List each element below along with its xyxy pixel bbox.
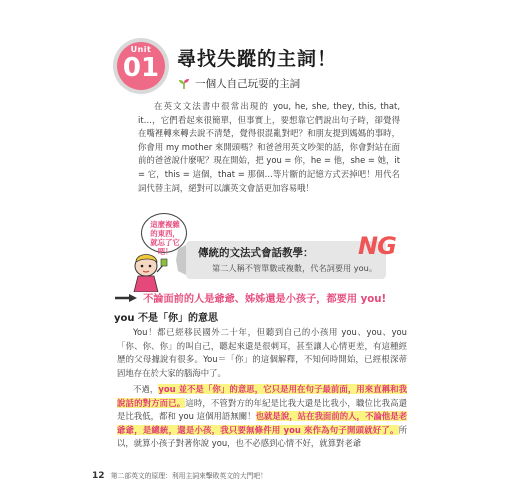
traditional-grammar-box — [186, 241, 386, 279]
arrow-right-icon — [114, 293, 138, 303]
page-footer — [92, 470, 267, 481]
unit-word: Unit — [130, 45, 152, 54]
arrow-heading-row — [114, 287, 386, 306]
page-title: 尋找失蹤的主詞！ — [177, 48, 338, 70]
section-title: you 不是「你」的意思 — [114, 313, 218, 324]
footer-text: 第二部英文的原理：利用主詞來擊敗英文的大門吧！ — [110, 472, 268, 480]
paragraph-3 — [117, 383, 407, 451]
page-number: 12 — [92, 471, 105, 481]
grammar-box-title: 傳統的文法式會話教學： — [198, 247, 314, 259]
unit-badge-inner — [117, 42, 165, 90]
unit-badge — [113, 38, 169, 94]
arrow-heading: 不論面前的人是爺爺、姊姊還是小孩子，都要用 you! — [143, 294, 387, 305]
grammar-box-text: 第二人稱不管單數或複數，代名詞要用 you。 — [212, 263, 378, 273]
box-tab-icon — [176, 245, 186, 275]
paragraph-3-text: 不過， — [133, 384, 159, 394]
paragraph-3-text: 這時，不管對方的年紀是比我大還是比我小，職位比我高還是比我低，都和 you 這個用語無關！ — [117, 397, 408, 422]
unit-number: 01 — [122, 53, 160, 83]
sprout-icon — [178, 78, 190, 90]
speech-bubble-text: 這麼複雜的東西，就忘了它吧！ — [150, 220, 180, 256]
ng-mark: NG — [358, 232, 396, 260]
intro-paragraph: 在英文文法書中很常出現的 you, he, she, they, this, that, it…，它們看起來很簡單，但事實上，要想靠它們說出句子時，卻覺得在嘴裡轉來轉去說不清楚，覺得很混亂對吧？和朋友提到媽媽的事時，你會用 my mother 來開頭嗎？和爸爸用英文吵架的話，你會對站在面前的爸爸說什麼呢？現在開始，把 you = 你，he = 他，she = 她，it = 它，this = 這個，that = 那個…等片斷的記憶方式丟掉吧！用代名詞代替主詞，絕對可以讓英文會話更加容易哦！ — [138, 101, 400, 193]
paragraph-2: You！都已經移民國外二十年，但聽到自己的小孩用 you、you、you「你、你、你」的叫自己，聽起來還是很刺耳，甚至讓人心情更差，有這種經歷的父母據說有很多。You＝「你」的這個解釋，不知何時開始，已經根深蒂固地存在於大家的腦海中了。 — [117, 327, 407, 378]
highlight-1: you 並不是「你」的意思，它只是用在句子最前面，用來直稱和我說話的對方而已。 — [117, 384, 407, 408]
mascot-character-icon — [130, 250, 168, 292]
subtitle: 一個人自己玩耍的主詞 — [195, 78, 301, 90]
subtitle-row — [178, 73, 300, 92]
paragraph-3-text: 所以，就算小孩子對著你說 you，也不必感到心情不好，就算對老爺 — [117, 424, 407, 449]
highlight-2: 也就是說，站在我面前的人，不論他是老爺爺，是總統，還是小孩，我只要無條件用 you 來作為句子開頭就好了。 — [117, 411, 408, 435]
